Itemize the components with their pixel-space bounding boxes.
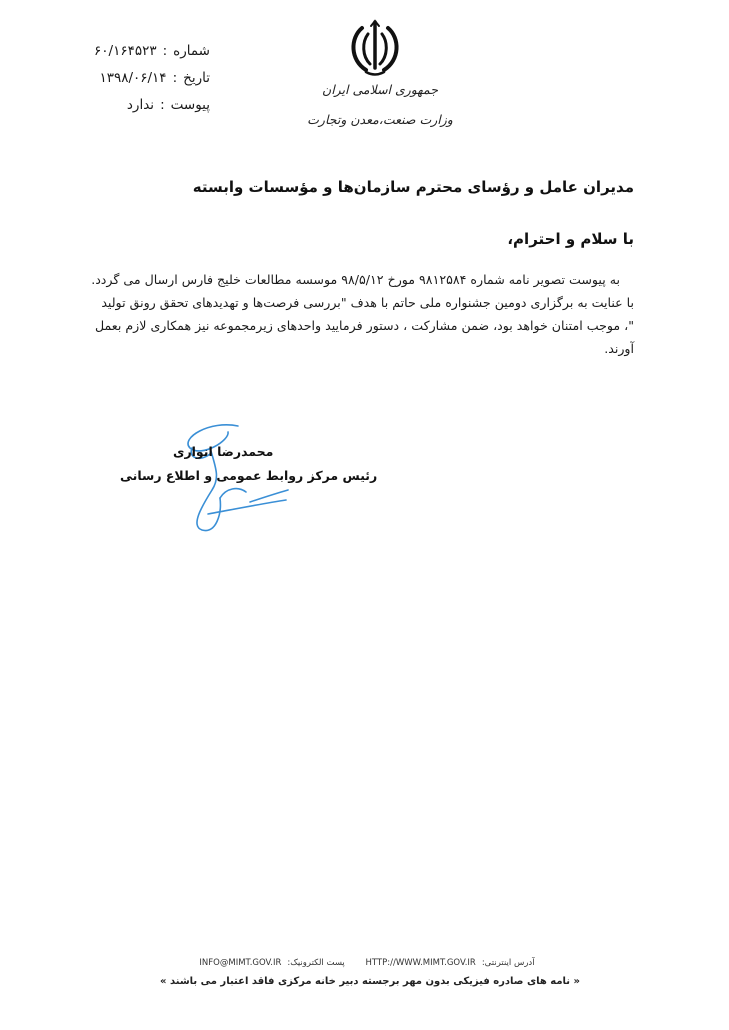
body-line: "، موجب امتنان خواهد بود، ضمن مشارکت ، دستور فرمایید واحدهای زیرمجموعه نیز همکاری لازم بعمل bbox=[94, 318, 634, 333]
signatory-title: رئیس مرکز روابط عمومی و اطلاع رسانی bbox=[120, 468, 378, 483]
ministry-title: وزارت صنعت،معدن وتجارت bbox=[307, 112, 453, 127]
body-line: آورند. bbox=[604, 341, 634, 356]
footer-contacts bbox=[190, 958, 550, 968]
meta-date-row: تاریخ : ۱۳۹۸/۰۶/۱۴ bbox=[60, 65, 210, 92]
meta-number-row: شماره : ۶۰/۱۶۴۵۲۳ bbox=[60, 38, 210, 65]
footer-notice: « نامه های صادره فیزیکی بدون مهر برجسته دبیر خانه مرکزی فاقد اعتبار می باشند » bbox=[160, 976, 580, 987]
greeting-line: با سلام و احترام، bbox=[507, 230, 634, 248]
letter-body bbox=[79, 268, 634, 360]
meta-date-label: تاریخ bbox=[183, 70, 210, 86]
meta-attachment-label: پیوست bbox=[170, 97, 210, 113]
meta-number-value: ۶۰/۱۶۴۵۲۳ bbox=[94, 43, 157, 59]
footer-email[interactable]: پست الکترونیک:INFO@MIMT.GOV.IR bbox=[199, 958, 345, 968]
meta-number-label: شماره bbox=[173, 43, 210, 59]
recipient-line: مدیران عامل و رؤسای محترم سازمان‌ها و مؤسسات وابسته bbox=[192, 178, 634, 196]
meta-attachment-row: پیوست : ندارد bbox=[60, 92, 210, 119]
meta-date-value: ۱۳۹۸/۰۶/۱۴ bbox=[99, 70, 167, 86]
body-line: به پیوست تصویر نامه شماره ۹۸۱۲۵۸۴ مورخ ۹۸/۵/۱۲ موسسه مطالعات خلیج فارس ارسال می گردد. bbox=[91, 272, 620, 287]
body-line: با عنایت به برگزاری دومین جشنواره ملی حاتم با هدف "بررسی فرصت‌ها و تهدیدهای تحقق رونق تولید bbox=[101, 295, 634, 310]
letter-meta bbox=[60, 38, 210, 119]
iran-emblem-icon bbox=[330, 18, 420, 80]
footer-address[interactable]: آدرس اینترنتی:HTTP://WWW.MIMT.GOV.IR bbox=[365, 958, 535, 968]
republic-title: جمهوری اسلامی ایران bbox=[322, 82, 438, 97]
signatory-name: محمدرضا انواری bbox=[173, 444, 274, 459]
meta-attachment-value: ندارد bbox=[126, 97, 155, 113]
